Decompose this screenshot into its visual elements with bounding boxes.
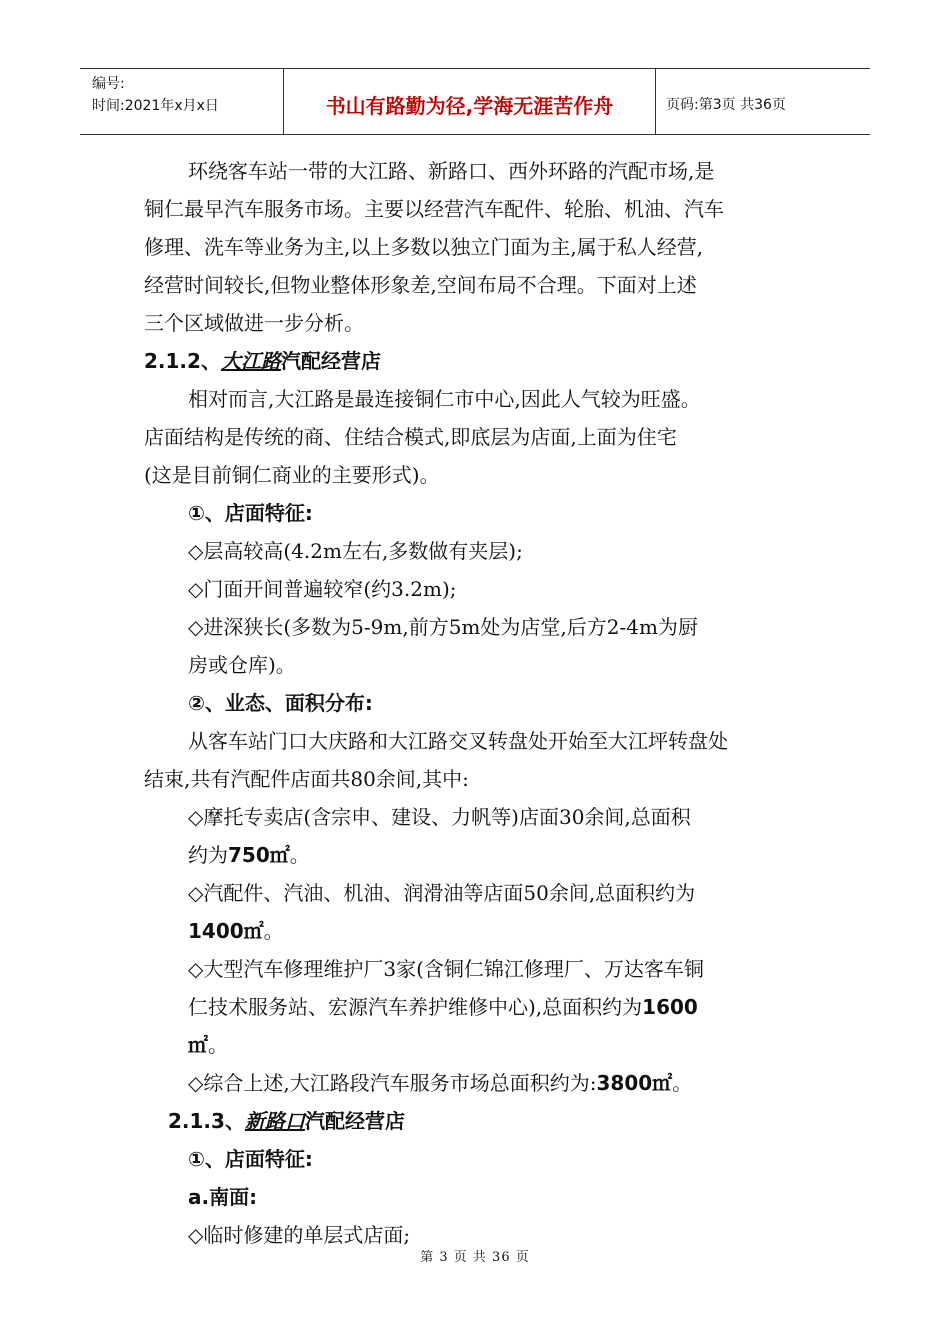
list-item: ◇进深狭长(多数为5-9m,前方5m处为店堂,后方2-4m为厨 [188, 615, 698, 639]
header-page-info: 页码:第3页 共36页 [666, 96, 786, 113]
list-item: ◇大型汽车修理维护厂3家(含铜仁锦江修理厂、万达客车铜 [188, 957, 704, 981]
page-footer: 第 3 页 共 36 页 [420, 1250, 530, 1265]
list-item-cont: ㎡。 [188, 1033, 228, 1057]
paragraph-line: 环绕客车站一带的大江路、新路口、西外环路的汽配市场,是 [188, 159, 715, 183]
subheading-distribution: ②、业态、面积分布: [188, 691, 373, 715]
list-item: ◇临时修建的单层式店面; [188, 1223, 411, 1247]
paragraph-line: 三个区域做进一步分析。 [144, 311, 364, 335]
list-item-cont: 房或仓库)。 [188, 653, 296, 677]
list-item-cont: 约为750㎡。 [188, 843, 310, 867]
section-heading-2-1-2: 2.1.2、大江路汽配经营店 [144, 349, 381, 373]
document-body [144, 152, 804, 1254]
list-item-cont: 1400㎡。 [188, 919, 284, 943]
paragraph-line: 从客车站门口大庆路和大江路交叉转盘处开始至大江坪转盘处 [188, 729, 728, 753]
subheading-south: a.南面: [188, 1185, 258, 1209]
list-item-summary: ◇综合上述,大江路段汽车服务市场总面积约为:3800㎡。 [188, 1071, 693, 1095]
paragraph-line: 修理、洗车等业务为主,以上多数以独立门面为主,属于私人经营, [144, 235, 704, 259]
list-item: ◇门面开间普遍较窄(约3.2m); [188, 577, 457, 601]
section-heading-2-1-3: 2.1.3、新路口汽配经营店 [168, 1109, 405, 1133]
paragraph-line: (这是目前铜仁商业的主要形式)。 [144, 463, 440, 487]
list-item: ◇汽配件、汽油、机油、润滑油等店面50余间,总面积约为 [188, 881, 696, 905]
list-item: ◇摩托专卖店(含宗申、建设、力帆等)店面30余间,总面积 [188, 805, 691, 829]
time-label: 时间:2021年x月x日 [92, 98, 219, 114]
subheading-features: ①、店面特征: [188, 501, 313, 525]
paragraph-line: 铜仁最早汽车服务市场。主要以经营汽车配件、轮胎、机油、汽车 [144, 197, 724, 221]
header-table [80, 68, 870, 135]
list-item-cont: 仁技术服务站、宏源汽车养护维修中心),总面积约为1600 [188, 995, 698, 1019]
subheading-features: ①、店面特征: [188, 1147, 313, 1171]
paragraph-line: 相对而言,大江路是最连接铜仁市中心,因此人气较为旺盛。 [188, 387, 701, 411]
paragraph-line: 店面结构是传统的商、住结合模式,即底层为店面,上面为住宅 [144, 425, 677, 449]
header-meta [80, 69, 284, 134]
number-label: 编号: [92, 76, 125, 92]
header-motto: 书山有路勤为径,学海无涯苦作舟 [284, 69, 656, 134]
paragraph-line: 结束,共有汽配件店面共80余间,其中: [144, 767, 469, 791]
paragraph-line: 经营时间较长,但物业整体形象差,空间布局不合理。下面对上述 [144, 273, 697, 297]
list-item: ◇层高较高(4.2m左右,多数做有夹层); [188, 539, 523, 563]
